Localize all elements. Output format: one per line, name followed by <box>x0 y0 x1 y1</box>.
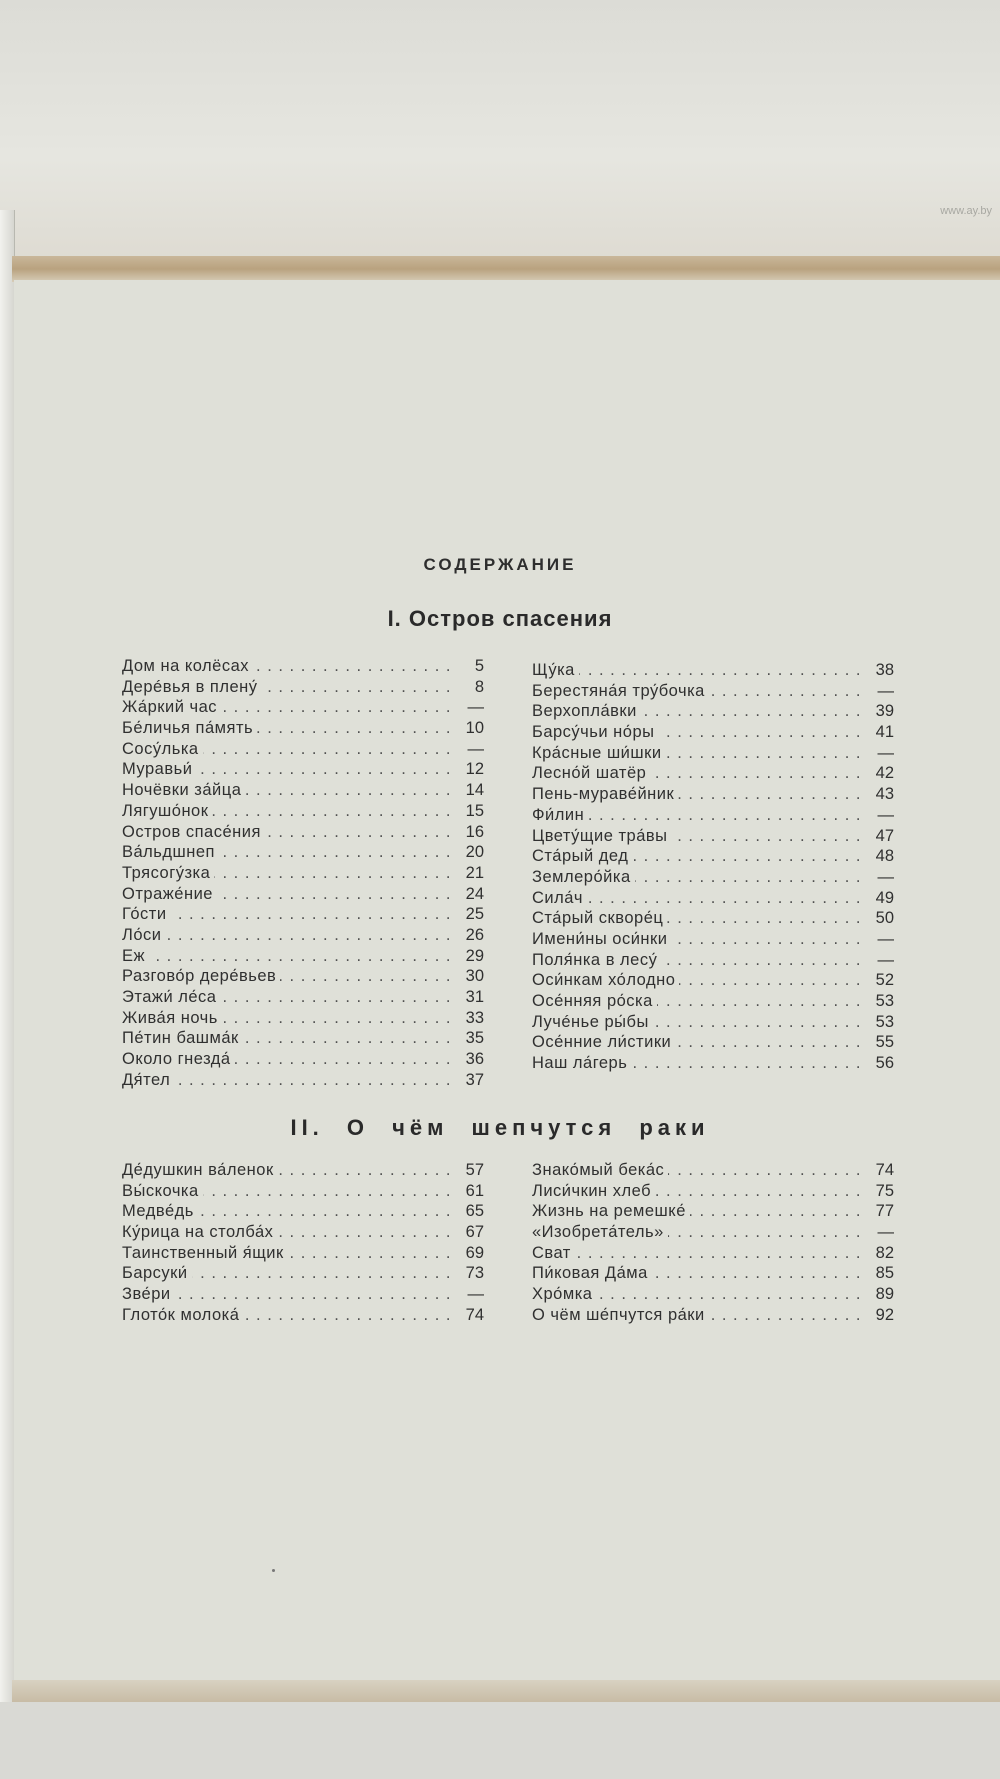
toc-entry <box>122 1201 484 1222</box>
toc-entry <box>122 677 484 698</box>
toc-entry <box>122 801 484 822</box>
toc-entry-page: — <box>868 867 894 888</box>
toc-entry-title: Жизнь на ремешке́ <box>532 1202 690 1220</box>
toc-entry <box>122 1305 484 1326</box>
toc-entry-page: 24 <box>458 884 484 905</box>
toc-entry-page: 56 <box>868 1053 894 1074</box>
toc-entry-page: 52 <box>868 970 894 991</box>
toc-entry <box>532 660 894 681</box>
toc-entry-title: Медве́дь <box>122 1202 198 1220</box>
toc-entry <box>532 1305 894 1326</box>
toc-entry-page: 50 <box>868 908 894 929</box>
toc-entry-title: Наш ла́герь <box>532 1054 631 1072</box>
toc-entry <box>532 681 894 702</box>
toc-entry-page: 20 <box>458 842 484 863</box>
toc-entry-page: 38 <box>868 660 894 681</box>
toc-entry <box>122 1284 484 1305</box>
toc-entry-title: Щу́ка <box>532 661 579 679</box>
toc-entry-title: Ста́рый дед <box>532 847 632 865</box>
toc-entry-title: Лягушо́нок <box>122 802 212 820</box>
toc-entry-title: Пень-мураве́йник <box>532 785 678 803</box>
toc-entry-page: 49 <box>868 888 894 909</box>
toc-entry-title: Кра́сные ши́шки <box>532 744 666 762</box>
toc-entry-page: 12 <box>458 759 484 780</box>
background-wall <box>0 0 1000 262</box>
toc-entry <box>532 1201 894 1222</box>
toc-entry <box>532 826 894 847</box>
watermark: www.ay.by <box>940 205 992 217</box>
toc-entry-page: — <box>868 1222 894 1243</box>
toc-entry-page: 31 <box>458 987 484 1008</box>
toc-entry <box>122 780 484 801</box>
toc-entry-title: Поля́нка в лесу́ <box>532 951 661 969</box>
toc-entry-title: Ку́рица на столба́х <box>122 1223 277 1241</box>
toc-entry-page: 65 <box>458 1201 484 1222</box>
toc-entry <box>122 656 484 677</box>
toc-entry-title: Землеро́йка <box>532 868 635 886</box>
toc-entry-title: Вы́скочка <box>122 1182 203 1200</box>
toc-entry <box>122 1160 484 1181</box>
toc-entry-page: 75 <box>868 1181 894 1202</box>
toc-entry-page: 85 <box>868 1263 894 1284</box>
toc-entry <box>122 1028 484 1049</box>
toc-entry-title: Де́душкин ва́ленок <box>122 1161 278 1179</box>
toc-entry-title: Лиси́чкин хлеб <box>532 1182 655 1200</box>
toc-entry-title: Дерéвья в плену́ <box>122 678 262 696</box>
section-2-right-column <box>532 1160 894 1326</box>
toc-entry <box>532 888 894 909</box>
toc-entry <box>122 1181 484 1202</box>
toc-entry-title: Оси́нкам хо́лодно <box>532 971 679 989</box>
toc-entry-title: Пе́тин башма́к <box>122 1029 243 1047</box>
toc-entry <box>532 991 894 1012</box>
toc-entry-page: 69 <box>458 1243 484 1264</box>
toc-entry-page: 16 <box>458 822 484 843</box>
toc-entry-page: 25 <box>458 904 484 925</box>
toc-entry-page: 55 <box>868 1032 894 1053</box>
toc-entry-page: — <box>868 929 894 950</box>
section-1-title: I. Остров спасения <box>387 606 613 631</box>
toc-entry-title: Цвету́щие тра́вы <box>532 827 672 845</box>
toc-entry-page: 36 <box>458 1049 484 1070</box>
toc-entry <box>532 805 894 826</box>
toc-entry <box>532 867 894 888</box>
toc-entry-title: О чём ше́пчутся ра́ки <box>532 1306 709 1324</box>
toc-entry <box>122 863 484 884</box>
toc-entry-title: Ночёвки за́йца <box>122 781 245 799</box>
section-2-title: II. О чём шепчутся раки <box>290 1115 710 1140</box>
book-spine <box>0 210 15 1710</box>
toc-entry-title: Сила́ч <box>532 889 587 907</box>
toc-entry <box>532 1160 894 1181</box>
toc-entry <box>532 1263 894 1284</box>
toc-entry-title: Дом на колёсах <box>122 657 253 675</box>
toc-entry <box>122 1222 484 1243</box>
toc-entry-title: Зве́ри <box>122 1285 175 1303</box>
toc-entry <box>532 701 894 722</box>
toc-entry <box>532 970 894 991</box>
section-1-right-column <box>532 660 894 1074</box>
toc-entry <box>122 884 484 905</box>
toc-entry <box>532 846 894 867</box>
toc-entry-title: Около гнезда́ <box>122 1050 235 1068</box>
toc-entry-title: Го́сти <box>122 905 171 923</box>
toc-entry-title: Жива́я ночь <box>122 1009 222 1027</box>
toc-entry <box>532 1181 894 1202</box>
toc-entry-page: 74 <box>458 1305 484 1326</box>
toc-entry-page: — <box>458 697 484 718</box>
toc-entry-page: — <box>868 681 894 702</box>
toc-entry-page: 8 <box>458 677 484 698</box>
toc-entry-page: 39 <box>868 701 894 722</box>
toc-entry <box>122 1070 484 1091</box>
page-top-edge <box>12 256 1000 282</box>
toc-entry <box>122 697 484 718</box>
toc-entry <box>122 759 484 780</box>
toc-entry-page: 67 <box>458 1222 484 1243</box>
toc-entry-title: Лесно́й шатёр <box>532 764 650 782</box>
toc-entry-title: Хро́мка <box>532 1285 596 1303</box>
toc-entry <box>532 1222 894 1243</box>
toc-entry-page: 15 <box>458 801 484 822</box>
toc-entry <box>532 908 894 929</box>
toc-entry-title: Ло́си <box>122 926 165 944</box>
toc-entry <box>122 1008 484 1029</box>
toc-entry-title: Лучéнье ры́бы <box>532 1013 653 1031</box>
toc-entry-page: 61 <box>458 1181 484 1202</box>
toc-entry-title: «Изобрета́тель» <box>532 1223 668 1241</box>
toc-entry-title: Глото́к молока́ <box>122 1306 243 1324</box>
toc-entry-title: Еж <box>122 947 149 965</box>
toc-entry <box>532 722 894 743</box>
toc-entry-title: Таинственный я́щик <box>122 1244 288 1262</box>
toc-entry <box>532 950 894 971</box>
toc-entry-title: Барсуки́ <box>122 1264 192 1282</box>
background-bottom <box>0 1702 1000 1779</box>
toc-entry-title: Осе́нняя ро́ска <box>532 992 657 1010</box>
toc-entry-title: Трясогу́зка <box>122 864 214 882</box>
toc-entry <box>532 784 894 805</box>
toc-entry <box>122 987 484 1008</box>
toc-entry-title: Знако́мый бека́с <box>532 1161 668 1179</box>
toc-entry-page: 14 <box>458 780 484 801</box>
toc-entry <box>122 842 484 863</box>
toc-entry-title: Жа́ркий час <box>122 698 221 716</box>
toc-entry-page: 30 <box>458 966 484 987</box>
toc-entry-page: 42 <box>868 763 894 784</box>
toc-entry-page: 26 <box>458 925 484 946</box>
toc-entry-page: — <box>868 805 894 826</box>
toc-entry-page: — <box>868 743 894 764</box>
toc-entry-title: Остров спасе́ния <box>122 823 265 841</box>
toc-entry <box>122 1263 484 1284</box>
paper-speck <box>272 1569 275 1572</box>
section-1-left-column <box>122 656 484 1090</box>
toc-entry-page: — <box>458 739 484 760</box>
toc-entry-page: 10 <box>458 718 484 739</box>
toc-entry-title: Имени́ны оси́нки <box>532 930 671 948</box>
toc-entry <box>122 718 484 739</box>
toc-entry-title: Ста́рый скворе́ц <box>532 909 667 927</box>
toc-entry-page: 41 <box>868 722 894 743</box>
toc-entry-title: Сват <box>532 1244 575 1262</box>
toc-entry-page: 82 <box>868 1243 894 1264</box>
toc-entry-title: Бе́личья па́мять <box>122 719 257 737</box>
toc-entry <box>122 966 484 987</box>
toc-entry-page: 92 <box>868 1305 894 1326</box>
toc-entry <box>122 925 484 946</box>
toc-entry-title: Ва́льдшнеп <box>122 843 219 861</box>
toc-entry-title: Берестяна́я тру́бочка <box>532 682 709 700</box>
toc-entry-page: 73 <box>458 1263 484 1284</box>
toc-entry-page: 5 <box>458 656 484 677</box>
toc-entry-page: 33 <box>458 1008 484 1029</box>
toc-entry-page: 48 <box>868 846 894 867</box>
toc-entry <box>532 1053 894 1074</box>
contents-title: СОДЕРЖАНИЕ <box>423 555 577 574</box>
toc-entry <box>532 929 894 950</box>
toc-entry-page: 53 <box>868 991 894 1012</box>
toc-entry <box>532 1012 894 1033</box>
toc-entry-title: Отраже́ние <box>122 885 217 903</box>
page-bottom-edge <box>12 1680 1000 1702</box>
toc-entry-title: Дя́тел <box>122 1071 174 1089</box>
toc-entry-page: 53 <box>868 1012 894 1033</box>
toc-entry <box>122 904 484 925</box>
toc-entry-title: Муравьи́ <box>122 760 196 778</box>
toc-entry-page: 47 <box>868 826 894 847</box>
toc-entry-page: 37 <box>458 1070 484 1091</box>
toc-entry-title: Барсу́чьи но́ры <box>532 723 659 741</box>
toc-entry-page: 21 <box>458 863 484 884</box>
toc-entry <box>122 822 484 843</box>
toc-entry <box>122 1049 484 1070</box>
toc-entry <box>532 743 894 764</box>
toc-entry-title: Пи́ковая Да́ма <box>532 1264 652 1282</box>
toc-entry <box>532 1284 894 1305</box>
toc-entry <box>122 1243 484 1264</box>
toc-entry <box>122 946 484 967</box>
toc-entry-title: Этажи́ ле́са <box>122 988 220 1006</box>
toc-entry-page: 77 <box>868 1201 894 1222</box>
toc-entry <box>122 739 484 760</box>
toc-entry-title: Верхопла́вки <box>532 702 641 720</box>
toc-entry-page: — <box>868 950 894 971</box>
toc-entry <box>532 763 894 784</box>
toc-entry-page: 74 <box>868 1160 894 1181</box>
section-2-left-column <box>122 1160 484 1326</box>
toc-entry-page: 57 <box>458 1160 484 1181</box>
toc-entry-page: — <box>458 1284 484 1305</box>
toc-entry-page: 89 <box>868 1284 894 1305</box>
toc-entry-title: Сосу́лька <box>122 740 203 758</box>
toc-entry-page: 43 <box>868 784 894 805</box>
toc-entry-title: Осе́нние ли́стики <box>532 1033 675 1051</box>
toc-entry-title: Разгово́р дере́вьев <box>122 967 280 985</box>
toc-entry-page: 35 <box>458 1028 484 1049</box>
toc-entry-page: 29 <box>458 946 484 967</box>
toc-entry-title: Фи́лин <box>532 806 588 824</box>
toc-entry <box>532 1243 894 1264</box>
toc-entry <box>532 1032 894 1053</box>
